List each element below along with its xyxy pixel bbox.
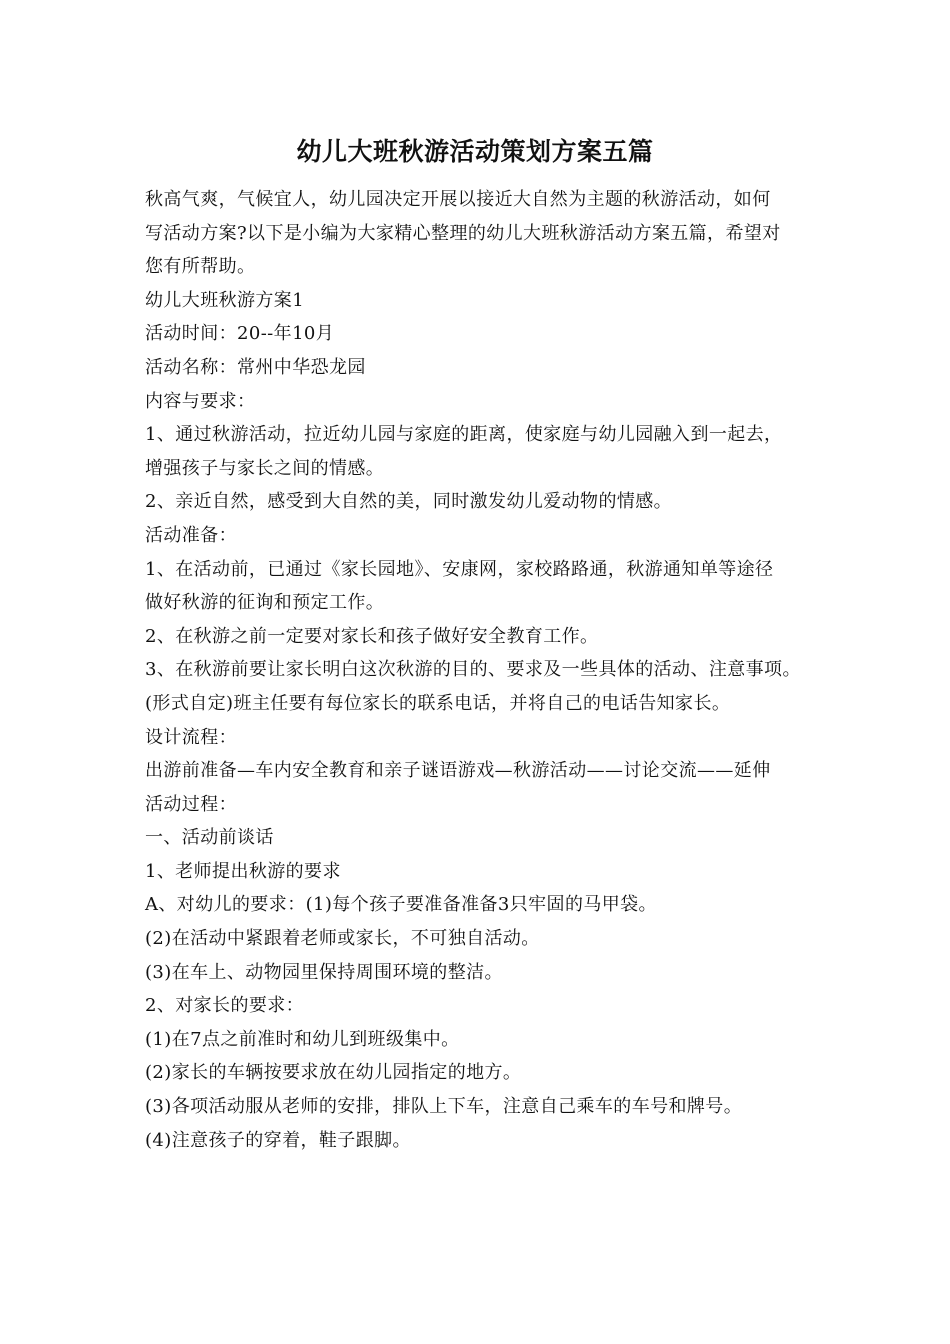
body-line: A、对幼儿的要求：(1)每个孩子要准备准备3只牢固的马甲袋。 xyxy=(145,894,657,916)
body-line: 秋高气爽，气候宜人，幼儿园决定开展以接近大自然为主题的秋游活动，如何 xyxy=(145,189,771,210)
body-line: 一、活动前谈话 xyxy=(145,827,274,849)
body-line: 1、通过秋游活动，拉近幼儿园与家庭的距离，使家庭与幼儿园融入到一起去， xyxy=(145,424,783,446)
body-line: (3)在车上、动物园里保持周围环境的整洁。 xyxy=(145,961,503,983)
document-body xyxy=(145,183,825,1157)
body-line: 2、亲近自然，感受到大自然的美，同时激发幼儿爱动物的情感。 xyxy=(145,491,673,513)
body-line: (形式自定)班主任要有每位家长的联系电话，并将自己的电话告知家长。 xyxy=(145,692,731,714)
body-line: 2、对家长的要求： xyxy=(145,995,305,1017)
body-line: 1、老师提出秋游的要求 xyxy=(145,860,341,882)
body-line: (2)家长的车辆按要求放在幼儿园指定的地方。 xyxy=(145,1062,522,1084)
body-line: 2、在秋游之前一定要对家长和孩子做好安全教育工作。 xyxy=(145,625,599,647)
body-line: (1)在7点之前准时和幼儿到班级集中。 xyxy=(145,1028,460,1050)
body-line: 增强孩子与家长之间的情感。 xyxy=(145,457,385,479)
body-line: 出游前准备—车内安全教育和亲子谜语游戏—秋游活动——讨论交流——延伸 xyxy=(145,760,771,782)
body-line: 活动准备： xyxy=(145,524,237,546)
body-line: 活动名称：常州中华恐龙园 xyxy=(145,356,366,378)
body-line: 内容与要求： xyxy=(145,390,256,412)
body-line: 活动时间：20--年10月 xyxy=(145,323,335,345)
body-line: (2)在活动中紧跟着老师或家长，不可独自活动。 xyxy=(145,928,540,950)
body-line: 3、在秋游前要让家长明白这次秋游的目的、要求及一些具体的活动、注意事项。 xyxy=(145,659,801,681)
body-line: 写活动方案?以下是小编为大家精心整理的幼儿大班秋游活动方案五篇，希望对 xyxy=(145,222,781,244)
body-line: 设计流程： xyxy=(145,726,237,748)
body-line: (3)各项活动服从老师的安排，排队上下车，注意自己乘车的车号和牌号。 xyxy=(145,1096,743,1118)
document-title: 幼儿大班秋游活动策划方案五篇 xyxy=(296,137,654,166)
body-line: 您有所帮助。 xyxy=(145,256,256,278)
body-line: 活动过程： xyxy=(145,793,237,815)
body-line: (4)注意孩子的穿着，鞋子跟脚。 xyxy=(145,1129,411,1151)
body-line: 1、在活动前，已通过《家长园地》、安康网，家校路路通，秋游通知单等途径 xyxy=(145,558,774,580)
body-line: 做好秋游的征询和预定工作。 xyxy=(145,592,385,614)
section-heading: 幼儿大班秋游方案1 xyxy=(145,289,305,311)
